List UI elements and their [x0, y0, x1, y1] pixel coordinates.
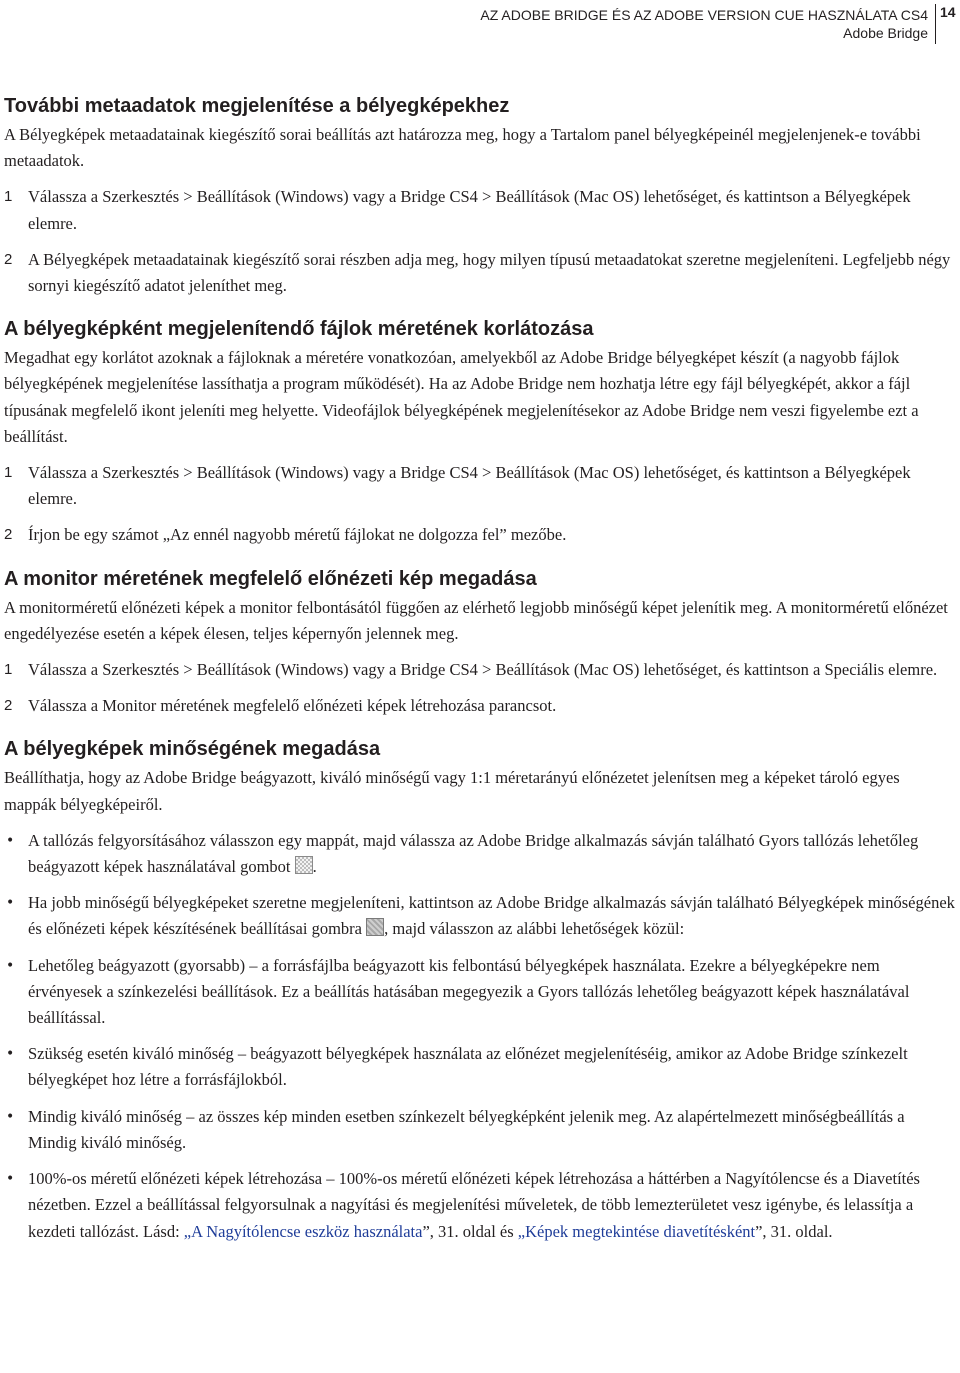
bullet-dot: •: [6, 895, 15, 912]
section-file-size-limit: [4, 317, 956, 548]
chapter-title: Adobe Bridge: [843, 25, 928, 41]
step-number: 1: [4, 464, 13, 482]
page-body: [4, 94, 956, 1263]
section-title: A monitor méretének megfelelő előnézeti kép megadása: [4, 567, 537, 590]
step-text: A Bélyegképek metaadatainak kiegészítő sorai részben adja meg, hogy milyen típusú metaadatokat szeretne megjeleníteni. Legfeljebb négy sornyi kiegészítő adatot jeleníthet meg.: [28, 249, 951, 296]
step-text: Írjon be egy számot „Az ennél nagyobb méretű fájlokat ne dolgozza fel” mezőbe.: [28, 525, 567, 545]
bullet-text-part: , majd válasszon az alábbi lehetőségek közül:: [384, 919, 685, 939]
section-title: A bélyegképként megjelenítendő fájlok méretének korlátozása: [4, 318, 594, 341]
running-header: [480, 6, 928, 42]
step-number: 2: [4, 697, 13, 715]
quick-browse-icon: [295, 856, 313, 874]
step-item: [4, 657, 956, 683]
section-intro: Megadhat egy korlátot azoknak a fájloknak a méretére vonatkozóan, amelyekből az Adobe Bridge bélyegképet készít (a nagyobb fájlok bélyegképének megjelenítése lassíthatja a program működését). Ha az Adobe Bridge nem hozhatja létre egy fájl bélyegképét, akkor a fájl típusának megfelelő ikont jeleníti meg helyette. Videofájlok bélyegképének megjelenítésekor az Adobe Bridge nem veszi figyelembe ezt a beállítást.: [4, 348, 919, 446]
step-item: [4, 522, 956, 548]
step-text: Válassza a Szerkesztés > Beállítások (Windows) vagy a Bridge CS4 > Beállítások (Mac OS) lehetőséget, és kattintson a Speciális elemre.: [28, 660, 938, 680]
slideshow-link[interactable]: „Képek megtekintése diavetítésként: [517, 1221, 756, 1241]
loupe-tool-link[interactable]: „A Nagyítólencse eszköz használata: [183, 1221, 423, 1241]
bullet-text: [28, 890, 956, 942]
bullet-dot: •: [6, 1108, 15, 1125]
bullet-item: [4, 953, 956, 1032]
bullet-text: Mindig kiváló minőség – az összes kép minden esetben színkezelt bélyegképként jelenik meg. Az alapértelmezett minőségbeállítás a Mindig kiváló minőség.: [28, 1106, 905, 1152]
section-title: A bélyegképek minőségének megadása: [4, 738, 381, 761]
section-intro: Beállíthatja, hogy az Adobe Bridge beágyazott, kiváló minőségű vagy 1:1 méretarányú előnézetet jelenítsen meg a képeket tároló egyes mappák bélyegképeiről.: [4, 768, 900, 814]
bullet-text: Lehetőleg beágyazott (gyorsabb) – a forrásfájlba beágyazott kis felbontású bélyegképek használata. Ezekre a bélyegképekre nem érvényesek a színkezelési beállítások. Ez a beállítás hatásában megegyezik a Gyors tallózás lehetőleg beágyazott képek használatával beállítással.: [28, 955, 910, 1028]
step-item: [4, 460, 956, 512]
bullet-dot: •: [6, 832, 15, 849]
bullet-item: [4, 1104, 956, 1156]
step-number: 2: [4, 250, 13, 268]
step-item: [4, 184, 956, 236]
step-text: Válassza a Szerkesztés > Beállítások (Windows) vagy a Bridge CS4 > Beállítások (Mac OS) lehetőséget, és kattintson a Bélyegképek elemre.: [28, 187, 911, 233]
page-number: 14: [940, 4, 956, 20]
header-divider: [935, 4, 936, 44]
bullet-text-part: Ha jobb minőségű bélyegképeket szeretne megjeleníteni, kattintson az Adobe Bridge alkalmazás sávján található Bélyegképek minőségének és előnézeti képek készítésének beállításai gombra: [28, 893, 955, 939]
thumbnail-quality-options-icon: [366, 918, 384, 936]
bullet-dot: •: [6, 1171, 15, 1188]
section-additional-metadata: [4, 94, 956, 299]
step-item: [4, 693, 956, 719]
step-number: 2: [4, 526, 13, 544]
bullet-item: [4, 890, 956, 942]
step-item: [4, 247, 956, 299]
bullet-text-part: ”, 31. oldal és: [422, 1221, 518, 1241]
bullet-text-part: .: [312, 857, 317, 877]
bullet-item: [4, 1166, 956, 1245]
section-intro: A monitorméretű előnézeti képek a monitor felbontásától függően az elérhető legjobb minőségű képet jelenítik meg. A monitorméretű előnézet engedélyezése esetén a képek élesen, teljes képernyőn jelennek meg.: [4, 597, 948, 643]
bullet-text-part: A tallózás felgyorsításához válasszon egy mappát, majd válassza az Adobe Bridge alkalmazás sávján található Gyors tallózás lehetőleg beágyazott képek használatával gombot: [28, 830, 919, 877]
bullet-dot: •: [6, 1046, 15, 1063]
bullet-text-part: ”, 31. oldal.: [755, 1221, 833, 1241]
bullet-item: [4, 1041, 956, 1093]
bullet-dot: •: [6, 957, 15, 974]
bullet-text: Szükség esetén kiváló minőség – beágyazott bélyegképek használata az előnézet megjelenítéséig, amikor az Adobe Bridge színkezelt bélyegképet hoz létre a forrásfájlokból.: [28, 1044, 908, 1090]
bullet-text: [28, 828, 956, 880]
bullet-text-part: 100%-os méretű előnézeti képek létrehozása – 100%-os méretű előnézeti képek létrehozása a háttérben a Nagyítólencse és a Diavetítés nézetben. Ezzel a beállítással felgyorsulnak a nagyítási és megjelenítési műveletek, de több lemezterületet vesz igénybe, és lelassítja a kezdeti tallózást. Lásd:: [28, 1169, 920, 1241]
step-number: 1: [4, 188, 13, 206]
section-title: További metaadatok megjelenítése a bélyegképekhez: [4, 95, 510, 117]
bullet-text: [28, 1166, 956, 1245]
step-number: 1: [4, 661, 13, 679]
step-text: Válassza a Monitor méretének megfelelő előnézeti képek létrehozása parancsot.: [28, 696, 557, 716]
section-monitor-preview: [4, 567, 956, 720]
section-thumbnail-quality: [4, 737, 956, 1244]
bullet-item: [4, 828, 956, 880]
page-header: [0, 0, 960, 46]
doc-title: AZ ADOBE BRIDGE ÉS AZ ADOBE VERSION CUE HASZNÁLATA CS4: [480, 7, 928, 23]
step-text: Válassza a Szerkesztés > Beállítások (Windows) vagy a Bridge CS4 > Beállítások (Mac OS) lehetőséget, és kattintson a Bélyegképek elemre.: [28, 463, 911, 509]
section-intro: A Bélyegképek metaadatainak kiegészítő sorai beállítás azt határozza meg, hogy a Tartalom panel bélyegképeinél megjelenjenek-e további metaadatok.: [4, 125, 921, 171]
